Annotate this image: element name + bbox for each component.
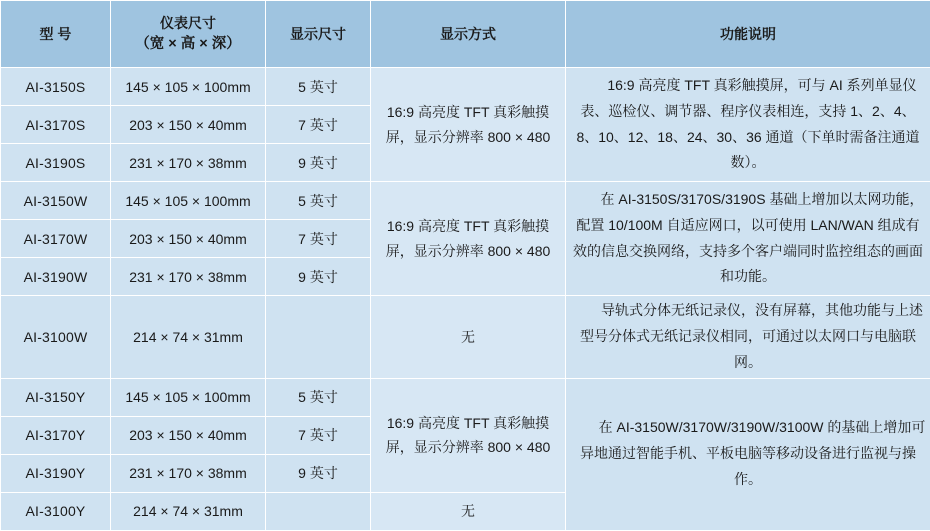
- cell-instrument-size: 203 × 150 × 40mm: [111, 106, 266, 144]
- cell-display-size: 7 英寸: [266, 106, 371, 144]
- cell-display-size: 5 英寸: [266, 68, 371, 106]
- cell-display-size: 9 英寸: [266, 454, 371, 492]
- table-row: [1, 296, 930, 379]
- cell-instrument-size: 231 × 170 × 38mm: [111, 258, 266, 296]
- cell-instrument-size: 231 × 170 × 38mm: [111, 454, 266, 492]
- column-header-display-mode-label: 显示方式: [440, 26, 496, 42]
- column-header-instrument-size-sub: （宽 × 高 × 深）: [115, 34, 261, 55]
- cell-model: AI-3100Y: [1, 492, 111, 530]
- table-header-row: [1, 1, 930, 68]
- cell-function-description: 在 AI-3150W/3170W/3190W/3100W 的基础上增加可异地通过智能手机、平板电脑等移动设备进行监视与操作。: [566, 378, 930, 530]
- table-row: [1, 378, 930, 416]
- cell-instrument-size: 203 × 150 × 40mm: [111, 416, 266, 454]
- column-header-instrument-size: [111, 1, 266, 68]
- table-body: [1, 68, 930, 531]
- cell-instrument-size: 203 × 150 × 40mm: [111, 220, 266, 258]
- column-header-model: [1, 1, 111, 68]
- cell-model: AI-3170W: [1, 220, 111, 258]
- table-header: [1, 1, 930, 68]
- cell-model: AI-3150W: [1, 182, 111, 220]
- cell-display-mode: 16:9 高亮度 TFT 真彩触摸屏，显示分辨率 800 × 480: [371, 182, 566, 296]
- cell-model: AI-3150Y: [1, 378, 111, 416]
- cell-model: AI-3170S: [1, 106, 111, 144]
- cell-instrument-size: 231 × 170 × 38mm: [111, 144, 266, 182]
- cell-function-description: 导轨式分体无纸记录仪，没有屏幕，其他功能与上述型号分体式无纸记录仪相同，可通过以太网口与电脑联网。: [566, 296, 930, 379]
- cell-instrument-size: 145 × 105 × 100mm: [111, 68, 266, 106]
- cell-display-size: 5 英寸: [266, 378, 371, 416]
- cell-display-size: 9 英寸: [266, 144, 371, 182]
- cell-model: AI-3170Y: [1, 416, 111, 454]
- cell-instrument-size: 214 × 74 × 31mm: [111, 492, 266, 530]
- column-header-instrument-size-label: 仪表尺寸: [160, 15, 216, 31]
- column-header-display-mode: [371, 1, 566, 68]
- cell-instrument-size: 145 × 105 × 100mm: [111, 182, 266, 220]
- cell-instrument-size: 145 × 105 × 100mm: [111, 378, 266, 416]
- table-row: [1, 182, 930, 220]
- cell-display-mode: 无: [371, 492, 566, 530]
- cell-display-size: 7 英寸: [266, 220, 371, 258]
- column-header-function-description-label: 功能说明: [720, 26, 776, 42]
- cell-instrument-size: 214 × 74 × 31mm: [111, 296, 266, 379]
- cell-model: AI-3190W: [1, 258, 111, 296]
- column-header-display-size: [266, 1, 371, 68]
- cell-display-size: 7 英寸: [266, 416, 371, 454]
- cell-model: AI-3190Y: [1, 454, 111, 492]
- table-row: [1, 68, 930, 106]
- column-header-function-description: [566, 1, 930, 68]
- column-header-display-size-label: 显示尺寸: [290, 26, 346, 42]
- cell-display-mode: 无: [371, 296, 566, 379]
- cell-display-size: 9 英寸: [266, 258, 371, 296]
- cell-model: AI-3150S: [1, 68, 111, 106]
- cell-model: AI-3100W: [1, 296, 111, 379]
- cell-model: AI-3190S: [1, 144, 111, 182]
- column-header-model-label: 型 号: [40, 26, 72, 42]
- cell-display-size: 5 英寸: [266, 182, 371, 220]
- cell-display-mode: 16:9 高亮度 TFT 真彩触摸屏，显示分辨率 800 × 480: [371, 68, 566, 182]
- cell-display-size: [266, 492, 371, 530]
- cell-function-description: 16:9 高亮度 TFT 真彩触摸屏，可与 AI 系列单显仪表、巡检仪、调节器、程序仪表相连，支持 1、2、4、8、10、12、18、24、30、36 通道（下单时需备注通道数）。: [566, 68, 930, 182]
- cell-display-mode: 16:9 高亮度 TFT 真彩触摸屏，显示分辨率 800 × 480: [371, 378, 566, 492]
- cell-display-size: [266, 296, 371, 379]
- cell-function-description: 在 AI-3150S/3170S/3190S 基础上增加以太网功能，配置 10/100M 自适应网口，以可使用 LAN/WAN 组成有效的信息交换网络，支持多个客户端同时监控组态的画面和功能。: [566, 182, 930, 296]
